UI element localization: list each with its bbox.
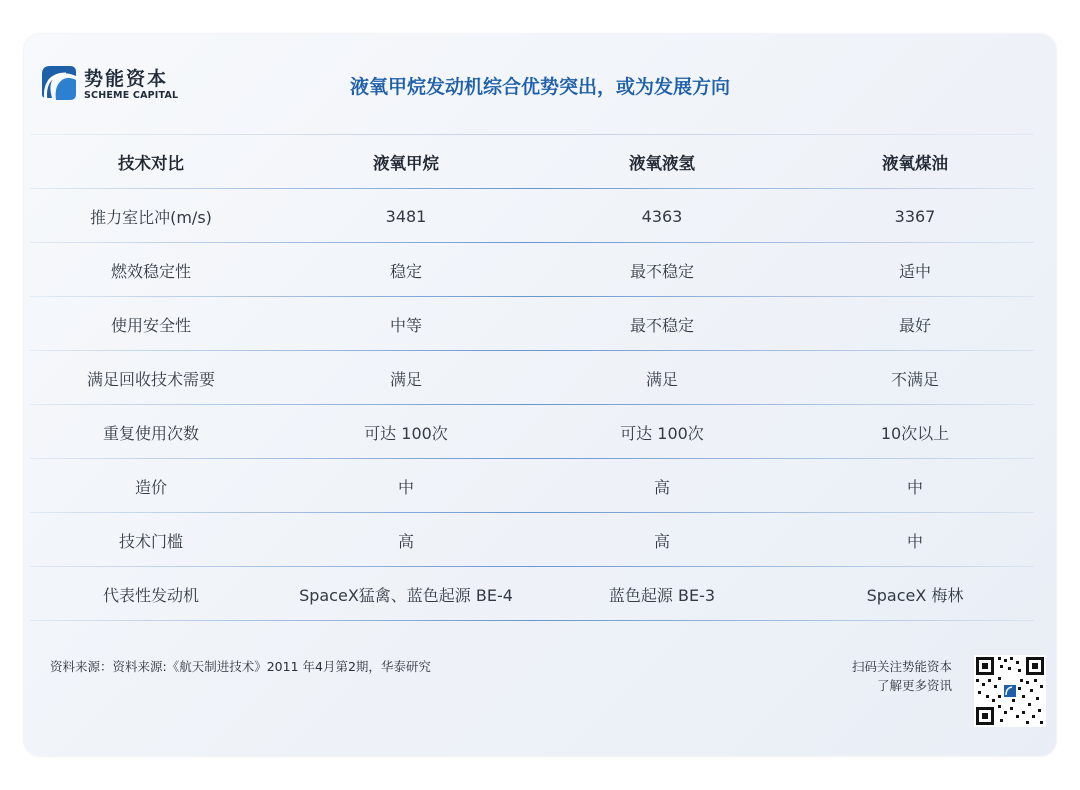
table-cell: 稳定 bbox=[389, 261, 422, 281]
table-row-label: 使用安全性 bbox=[110, 315, 191, 335]
table-row bbox=[24, 243, 1040, 297]
table-cell: 最好 bbox=[898, 315, 931, 335]
table-cell: 10次以上 bbox=[880, 423, 950, 443]
source-note: 资料来源：资料来源:《航天制进技术》2011 年4月第2期，华泰研究 bbox=[50, 659, 431, 674]
table-header-cell: 液氧液氢 bbox=[629, 153, 695, 173]
table-header-cell: 液氧甲烷 bbox=[373, 153, 439, 173]
table-row bbox=[24, 513, 1040, 567]
table-row bbox=[24, 405, 1040, 459]
table-row-label: 满足回收技术需要 bbox=[86, 369, 215, 389]
brand-name-cn: 势能资本 bbox=[84, 68, 169, 90]
table-cell: 3481 bbox=[385, 206, 427, 226]
qr-caption bbox=[852, 657, 952, 695]
brand-name-en: SCHEME CAPITAL bbox=[84, 90, 179, 101]
table-row-label: 技术门槛 bbox=[118, 531, 183, 551]
table-cell: 适中 bbox=[898, 261, 931, 281]
table-cell: 不满足 bbox=[890, 369, 939, 389]
table-cell: 满足 bbox=[389, 369, 422, 389]
table-cell: 最不稳定 bbox=[629, 261, 694, 281]
comparison-table bbox=[24, 134, 1040, 621]
scheme-capital-logo-icon bbox=[40, 64, 78, 102]
table-header-row bbox=[24, 134, 1040, 189]
table-cell: 满足 bbox=[645, 369, 678, 389]
table-row bbox=[24, 189, 1040, 243]
brand-logo bbox=[40, 64, 200, 104]
table-cell: 3367 bbox=[894, 206, 936, 226]
table-row-label: 重复使用次数 bbox=[102, 423, 199, 443]
table-row bbox=[24, 459, 1040, 513]
table-cell: 高 bbox=[653, 531, 670, 551]
table-cell: SpaceX猛禽、蓝色起源 BE-4 bbox=[299, 585, 513, 605]
table-header-cell: 技术对比 bbox=[118, 153, 184, 173]
table-cell: 高 bbox=[653, 477, 670, 497]
table-cell: SpaceX 梅林 bbox=[866, 585, 964, 605]
table-row-label: 造价 bbox=[134, 477, 167, 497]
table-cell: 可达 100次 bbox=[620, 423, 704, 443]
table-cell: 中 bbox=[397, 477, 414, 497]
page-title: 液氧甲烷发动机综合优势突出，或为发展方向 bbox=[349, 76, 730, 98]
table-cell: 高 bbox=[397, 531, 414, 551]
qr-caption-line1: 扫码关注势能资本 bbox=[851, 659, 952, 674]
table-row-label: 推力室比冲(m/s) bbox=[90, 207, 212, 227]
table-row bbox=[24, 351, 1040, 405]
qr-caption-line2: 了解更多资讯 bbox=[876, 678, 952, 693]
table-cell: 最不稳定 bbox=[629, 315, 694, 335]
table-cell: 中 bbox=[906, 531, 923, 551]
table-header-cell: 液氧煤油 bbox=[882, 153, 948, 173]
table-row bbox=[24, 567, 1040, 621]
table-cell: 中等 bbox=[389, 315, 422, 335]
table-cell: 蓝色起源 BE-3 bbox=[608, 585, 716, 605]
table-cell: 可达 100次 bbox=[364, 423, 448, 443]
table-row bbox=[24, 297, 1040, 351]
qr-code-icon[interactable] bbox=[974, 655, 1046, 727]
table-row-label: 燃效稳定性 bbox=[110, 261, 191, 281]
table-cell: 4363 bbox=[641, 206, 683, 226]
table-cell: 中 bbox=[906, 477, 923, 497]
table-row-label: 代表性发动机 bbox=[102, 585, 199, 605]
